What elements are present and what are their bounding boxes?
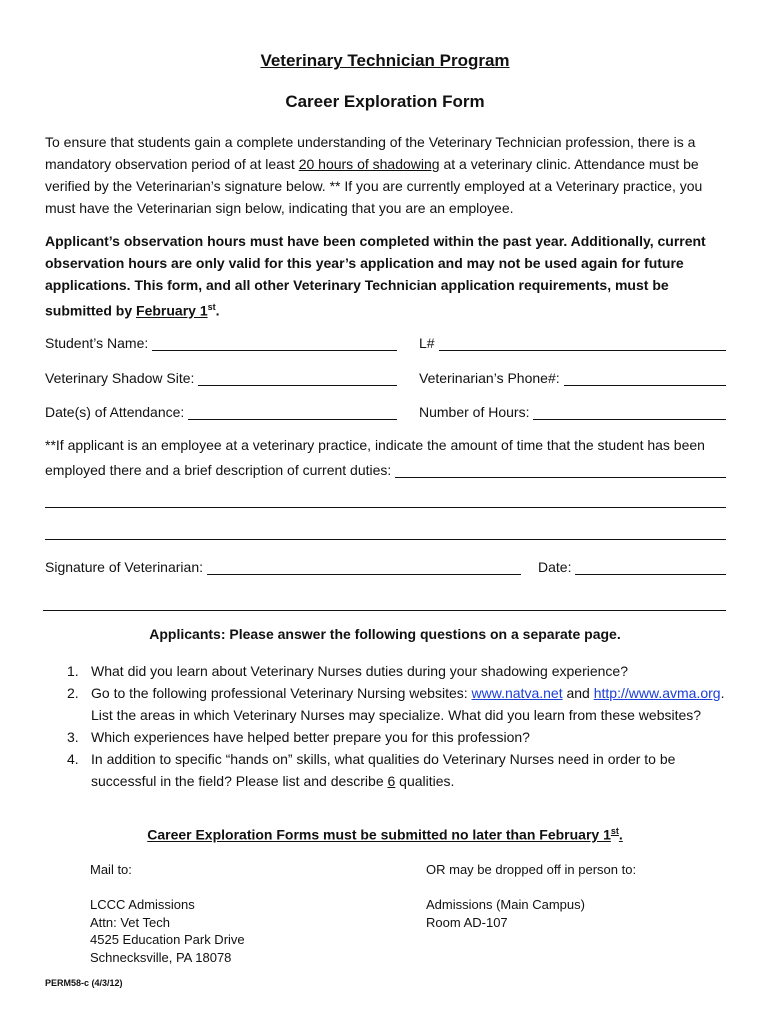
question-text: and xyxy=(562,685,594,701)
deadline-notice-end: . xyxy=(618,826,623,843)
attendance-dates-line[interactable] xyxy=(188,404,397,420)
list-item xyxy=(45,726,730,748)
employee-duties-line-3[interactable] xyxy=(45,539,726,540)
employee-duties-field[interactable] xyxy=(45,458,726,478)
question-text: Which experiences have helped better prepare you for this profession? xyxy=(91,729,530,745)
signature-line[interactable] xyxy=(207,559,521,575)
employee-duties-label: employed there and a brief description of current duties: xyxy=(45,462,392,478)
notice-end: . xyxy=(215,302,220,319)
question-number: 1. xyxy=(67,663,79,679)
intro-text-2: at a veterinary clinic. Attendance must be verified by the Veterinarian’s signature below. ** If you are currently employed at a Veterinary practice, you must have the Veterinarian sign below, indicating that you are an employee. xyxy=(45,156,703,216)
attendance-dates-field[interactable] xyxy=(45,400,397,420)
employee-note xyxy=(45,434,730,456)
vet-phone-line[interactable] xyxy=(564,370,726,386)
shadow-site-line[interactable] xyxy=(198,370,397,386)
mail-address-line: 4525 Education Park Drive xyxy=(90,932,245,947)
vet-phone-label: Veterinarian’s Phone#: xyxy=(419,370,560,386)
notice-paragraph xyxy=(45,230,730,322)
avma-link[interactable]: http://www.avma.org xyxy=(593,685,721,701)
question-number: 3. xyxy=(67,729,79,745)
program-title: Veterinary Technician Program xyxy=(260,51,510,70)
question-number: 2. xyxy=(67,685,79,701)
hours-line[interactable] xyxy=(533,404,726,420)
question-text: . List the areas in which Veterinary Nurses may specialize. What did you learn from these websites? xyxy=(91,685,725,723)
date-field[interactable] xyxy=(538,555,726,575)
mail-address-line: LCCC Admissions xyxy=(90,897,195,912)
mail-address-line: Schnecksville, PA 18078 xyxy=(90,949,232,965)
date-label: Date: xyxy=(538,559,572,575)
deadline-notice xyxy=(0,826,770,843)
intro-paragraph xyxy=(45,131,730,219)
student-name-field[interactable] xyxy=(45,331,397,351)
shadow-site-field[interactable] xyxy=(45,366,397,386)
l-number-field[interactable] xyxy=(419,331,726,351)
employee-note-line-1: **If applicant is an employee at a veterinary practice, indicate the amount of time that the student has been xyxy=(45,437,705,453)
hours-label: Number of Hours: xyxy=(419,404,530,420)
notice-deadline: February 1 xyxy=(136,302,208,319)
form-title: Career Exploration Form xyxy=(285,92,485,111)
list-item xyxy=(45,660,730,682)
question-text: What did you learn about Veterinary Nurses duties during your shadowing experience? xyxy=(91,663,628,679)
qualities-count: 6 xyxy=(387,773,396,789)
question-text: In addition to specific “hands on” skills, what qualities do Veterinary Nurses need in order to be successful in the field? Please list and describe xyxy=(91,751,676,789)
shadow-site-label: Veterinary Shadow Site: xyxy=(45,370,195,386)
notice-text: Applicant’s observation hours must have been completed within the past year. Additionally, current observation hours are only valid for this year’s application and may not be used again for future applications. This form, and all other Veterinary Technician application requirements, must be submitted by xyxy=(45,233,706,319)
dropoff-address-line: Admissions (Main Campus) xyxy=(426,897,585,912)
section-divider xyxy=(43,610,726,611)
hours-field[interactable] xyxy=(419,400,726,420)
required-hours-text: 20 hours of shadowing xyxy=(298,156,440,172)
list-item xyxy=(45,682,730,726)
employee-duties-line[interactable] xyxy=(395,462,726,478)
l-number-line[interactable] xyxy=(439,335,726,351)
question-text: qualities. xyxy=(395,773,455,789)
dropoff-label: OR may be dropped off in person to: xyxy=(426,862,637,877)
deadline-notice-sup: st xyxy=(610,826,619,836)
list-item xyxy=(45,748,730,792)
dropoff-address xyxy=(426,896,585,931)
signature-field[interactable] xyxy=(45,555,521,575)
signature-label: Signature of Veterinarian: xyxy=(45,559,203,575)
l-number-label: L# xyxy=(419,335,435,351)
intro-text-1: To ensure that students gain a complete understanding of the Veterinary Technician profession, there is a mandatory observation period of at least xyxy=(45,134,696,172)
dropoff-address-line: Room AD-107 xyxy=(426,914,508,930)
mail-address-line: Attn: Vet Tech xyxy=(90,914,170,930)
date-line[interactable] xyxy=(575,559,726,575)
question-list xyxy=(45,660,730,792)
student-name-label: Student’s Name: xyxy=(45,335,149,351)
notice-deadline-sup: st xyxy=(207,302,216,312)
question-number: 4. xyxy=(67,751,79,767)
deadline-notice-text: Career Exploration Forms must be submitted no later than February 1 xyxy=(147,826,611,843)
question-text: Go to the following professional Veterinary Nursing websites: xyxy=(91,685,472,701)
employee-duties-line-2[interactable] xyxy=(45,507,726,508)
vet-phone-field[interactable] xyxy=(419,366,726,386)
questions-heading: Applicants: Please answer the following questions on a separate page. xyxy=(149,626,621,642)
attendance-dates-label: Date(s) of Attendance: xyxy=(45,404,185,420)
mail-address xyxy=(90,896,245,966)
natva-link[interactable]: www.natva.net xyxy=(471,685,563,701)
mail-label: Mail to: xyxy=(90,862,132,877)
form-code: PERM58-c (4/3/12) xyxy=(45,978,123,988)
student-name-line[interactable] xyxy=(152,335,397,351)
